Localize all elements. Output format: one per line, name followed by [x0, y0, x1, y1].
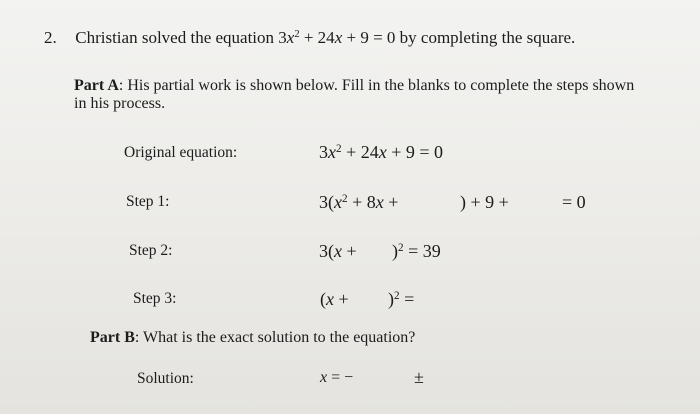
part-a-text-line1: : His partial work is shown below. Fill in the blanks to complete the steps shown	[118, 77, 635, 94]
question-prompt-start: Christian solved the equation 3	[75, 28, 287, 47]
var-x: x	[334, 28, 343, 47]
original-equation-label: Original equation:	[124, 144, 238, 161]
part-b-label: Part B	[90, 329, 135, 346]
var-x: x	[286, 28, 295, 47]
question-prompt-end: + 9 = 0 by completing the square.	[342, 28, 576, 47]
step3-right: )$^2$ =	[388, 289, 415, 309]
part-a-line2	[74, 95, 165, 113]
step1-label: Step 1:	[126, 193, 170, 210]
step1-left: $3(x^2 + 8x$ +	[319, 192, 399, 212]
question-number: 2.	[44, 28, 57, 47]
part-a-text-line2: in his process.	[74, 95, 166, 112]
original-equation: $3x^2 + 24x + 9 = 0$	[319, 142, 444, 162]
plus-minus-sign: ±	[414, 367, 424, 387]
part-b-line	[90, 329, 415, 347]
solution-equation: x = −	[320, 369, 354, 386]
question-line	[44, 28, 575, 48]
part-b-text: : What is the exact solution to the equation?	[134, 329, 416, 346]
question-prompt-mid: + 24	[299, 28, 335, 47]
step1-middle: ) + 9 +	[460, 192, 509, 212]
exponent: 2	[294, 29, 300, 41]
part-a-line1	[74, 77, 634, 95]
part-a-label: Part A	[74, 77, 119, 94]
solution-label: Solution:	[137, 370, 194, 387]
step2-label: Step 2:	[129, 242, 173, 259]
step1-right: = 0	[562, 192, 586, 212]
step2-right: )$^2$ = 39	[392, 241, 441, 261]
step3-label: Step 3:	[133, 290, 177, 307]
step3-left: (x +	[320, 289, 349, 309]
step2-left: 3(x +	[319, 241, 357, 261]
